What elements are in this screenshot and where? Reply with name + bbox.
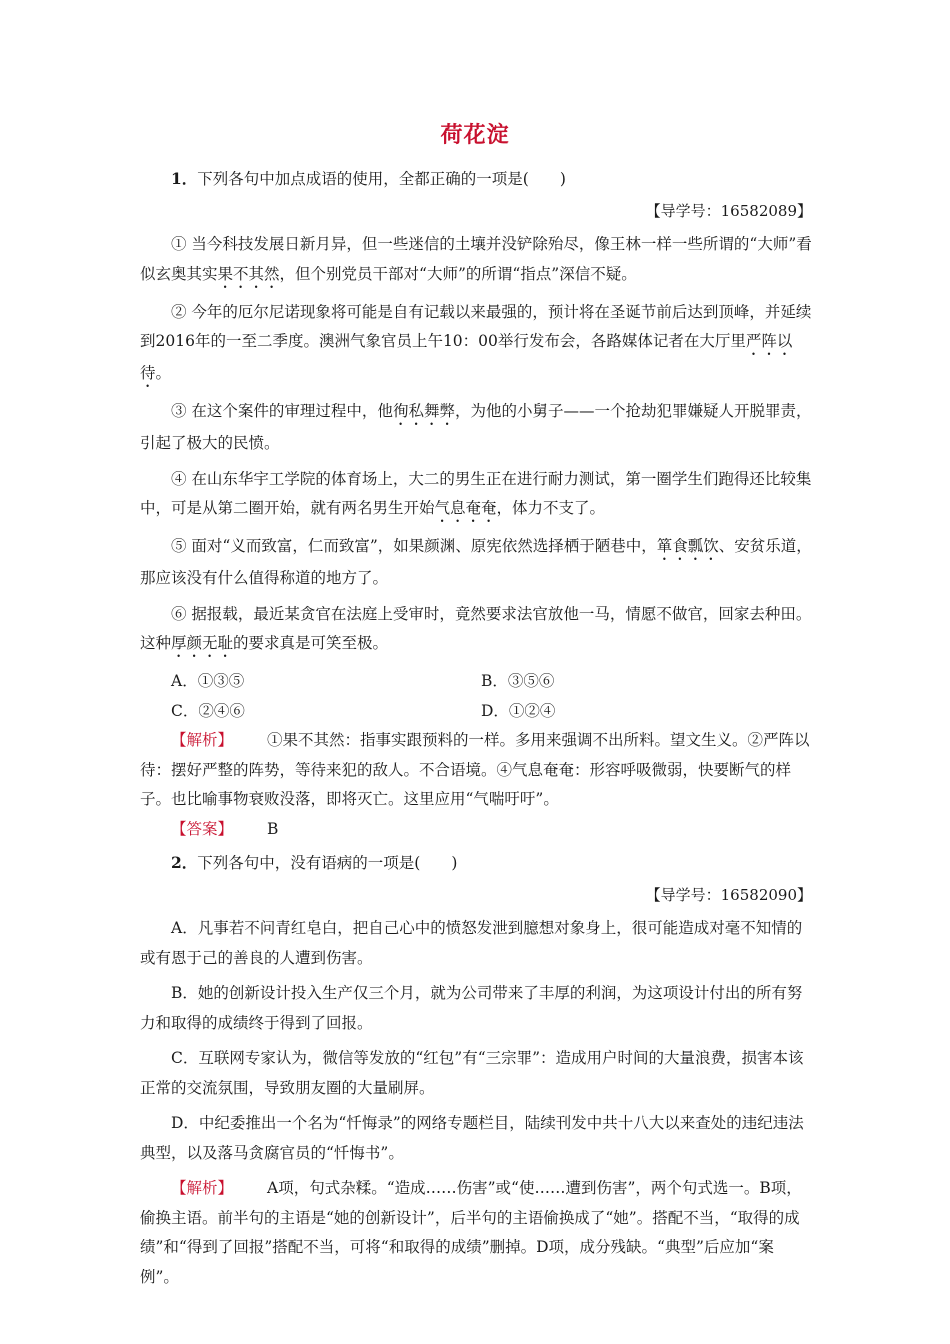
option-d: D．①②④ xyxy=(481,701,556,720)
q2-option-c: C．互联网专家认为，微信等发放的“红包”有“三宗罪”：造成用户时间的大量浪费，损害本该正常的交流氛围，导致朋友圈的大量刷屏。 xyxy=(140,1049,804,1097)
sentence-1: ① 当今科技发展日新月异，但一些迷信的土壤并没铲除殆尽，像王林一样一些所谓的“大师”看似玄奥其实果不其然，但个别党员干部对“大师”的所谓“指点”深信不疑。 xyxy=(140,235,812,283)
marked-idiom: 气息奄奄 xyxy=(434,499,497,517)
option-b: B．③⑤⑥ xyxy=(481,672,555,690)
q2-option-b: B．她的创新设计投入生产仅三个月，就为公司带来了丰厚的利润，为这项设计付出的所有努力和取得的成绩终于得到了回报。 xyxy=(140,984,803,1032)
question-2-stem: 2．下列各句中，没有语病的一项是( ) xyxy=(171,853,458,872)
option-c: C．②④⑥ xyxy=(171,701,245,720)
sentence-6: ⑥ 据报载，最近某贪官在法庭上受审时，竟然要求法官放他一马，情愿不做官，回家去种田。这种厚颜无耻的要求真是可笑至极。 xyxy=(140,604,812,652)
sentence-2: ② 今年的厄尔尼诺现象将可能是自有记载以来最强的，预计将在圣诞节前后达到顶峰，并延续到2016年的一至二季度。澳洲气象官员上午10：00举行发布会，各路媒体记者在大厅里严阵以待。 xyxy=(140,302,812,382)
marked-idiom: 箪食瓢饮 xyxy=(656,537,719,555)
guide-number: 【导学号：16582090】 xyxy=(645,885,812,904)
answer-tag: 【答案】 xyxy=(171,819,234,838)
options-row-1 xyxy=(140,667,812,697)
question-1-stem: 1．下列各句中加点成语的使用，全都正确的一项是( ) xyxy=(171,169,566,188)
q2-option-d: D．中纪委推出一个名为“忏悔录”的网络专题栏目，陆续刊发中共十八大以来查处的违纪违法典型，以及落马贪腐官员的“忏悔书”。 xyxy=(140,1114,804,1162)
options-row-2 xyxy=(140,697,812,727)
answer-1 xyxy=(140,815,812,845)
marked-idiom: 徇私舞弊 xyxy=(392,402,455,420)
page-title: 荷花淀 xyxy=(440,122,510,148)
analysis-2: 【解析】 A项，句式杂糅。“造成……伤害”或“使……遭到伤害”，两个句式选一。B项，偷换主语。前半句的主语是“她的创新设计”，后半句的主语偷换成了“她”。搭配不当，“取得的成绩”和“得到了回报”搭配不当，可将“和取得的成绩”删掉。D项，成分残缺。“典型”后应加“案例”。 xyxy=(140,1179,802,1286)
marked-idiom: 厚颜无耻 xyxy=(171,634,234,652)
document-body xyxy=(140,160,812,1292)
analysis-tag: 【解析】 xyxy=(171,731,234,749)
guide-number: 【导学号：16582089】 xyxy=(645,201,812,220)
sentence-4: ④ 在山东华宇工学院的体育场上，大二的男生正在进行耐力测试，第一圈学生们跑得还比较集中，可是从第二圈开始，就有两名男生开始气息奄奄，体力不支了。 xyxy=(140,469,812,517)
analysis-tag: 【解析】 xyxy=(171,1179,234,1197)
sentence-5: ⑤ 面对“义而致富，仁而致富”，如果颜渊、原宪依然选择栖于陋巷中，箪食瓢饮、安贫乐道，那应该没有什么值得称道的地方了。 xyxy=(140,537,812,587)
option-a: A．①③⑤ xyxy=(171,672,245,690)
analysis-1: 【解析】 ①果不其然：指事实跟预料的一样。多用来强调不出所料。望文生义。②严阵以待：摆好严整的阵势，等待来犯的敌人。不合语境。④气息奄奄：形容呼吸微弱，快要断气的样子。也比喻事物衰败没落，即将灭亡。这里应用“气喘吁吁”。 xyxy=(140,731,810,808)
answer-value: B xyxy=(267,819,279,838)
sentence-3: ③ 在这个案件的审理过程中，他徇私舞弊，为他的小舅子——一个抢劫犯罪嫌疑人开脱罪责，引起了极大的民愤。 xyxy=(140,402,812,452)
q2-option-a: A．凡事若不问青红皂白，把自己心中的愤怒发泄到臆想对象身上，很可能造成对毫不知情的或有恩于己的善良的人遭到伤害。 xyxy=(140,919,803,967)
marked-idiom: 果不其然 xyxy=(217,264,280,283)
question-number: 1． xyxy=(171,169,198,188)
question-number: 2． xyxy=(171,853,198,872)
marked-idiom: 严阵以待 xyxy=(140,332,793,382)
